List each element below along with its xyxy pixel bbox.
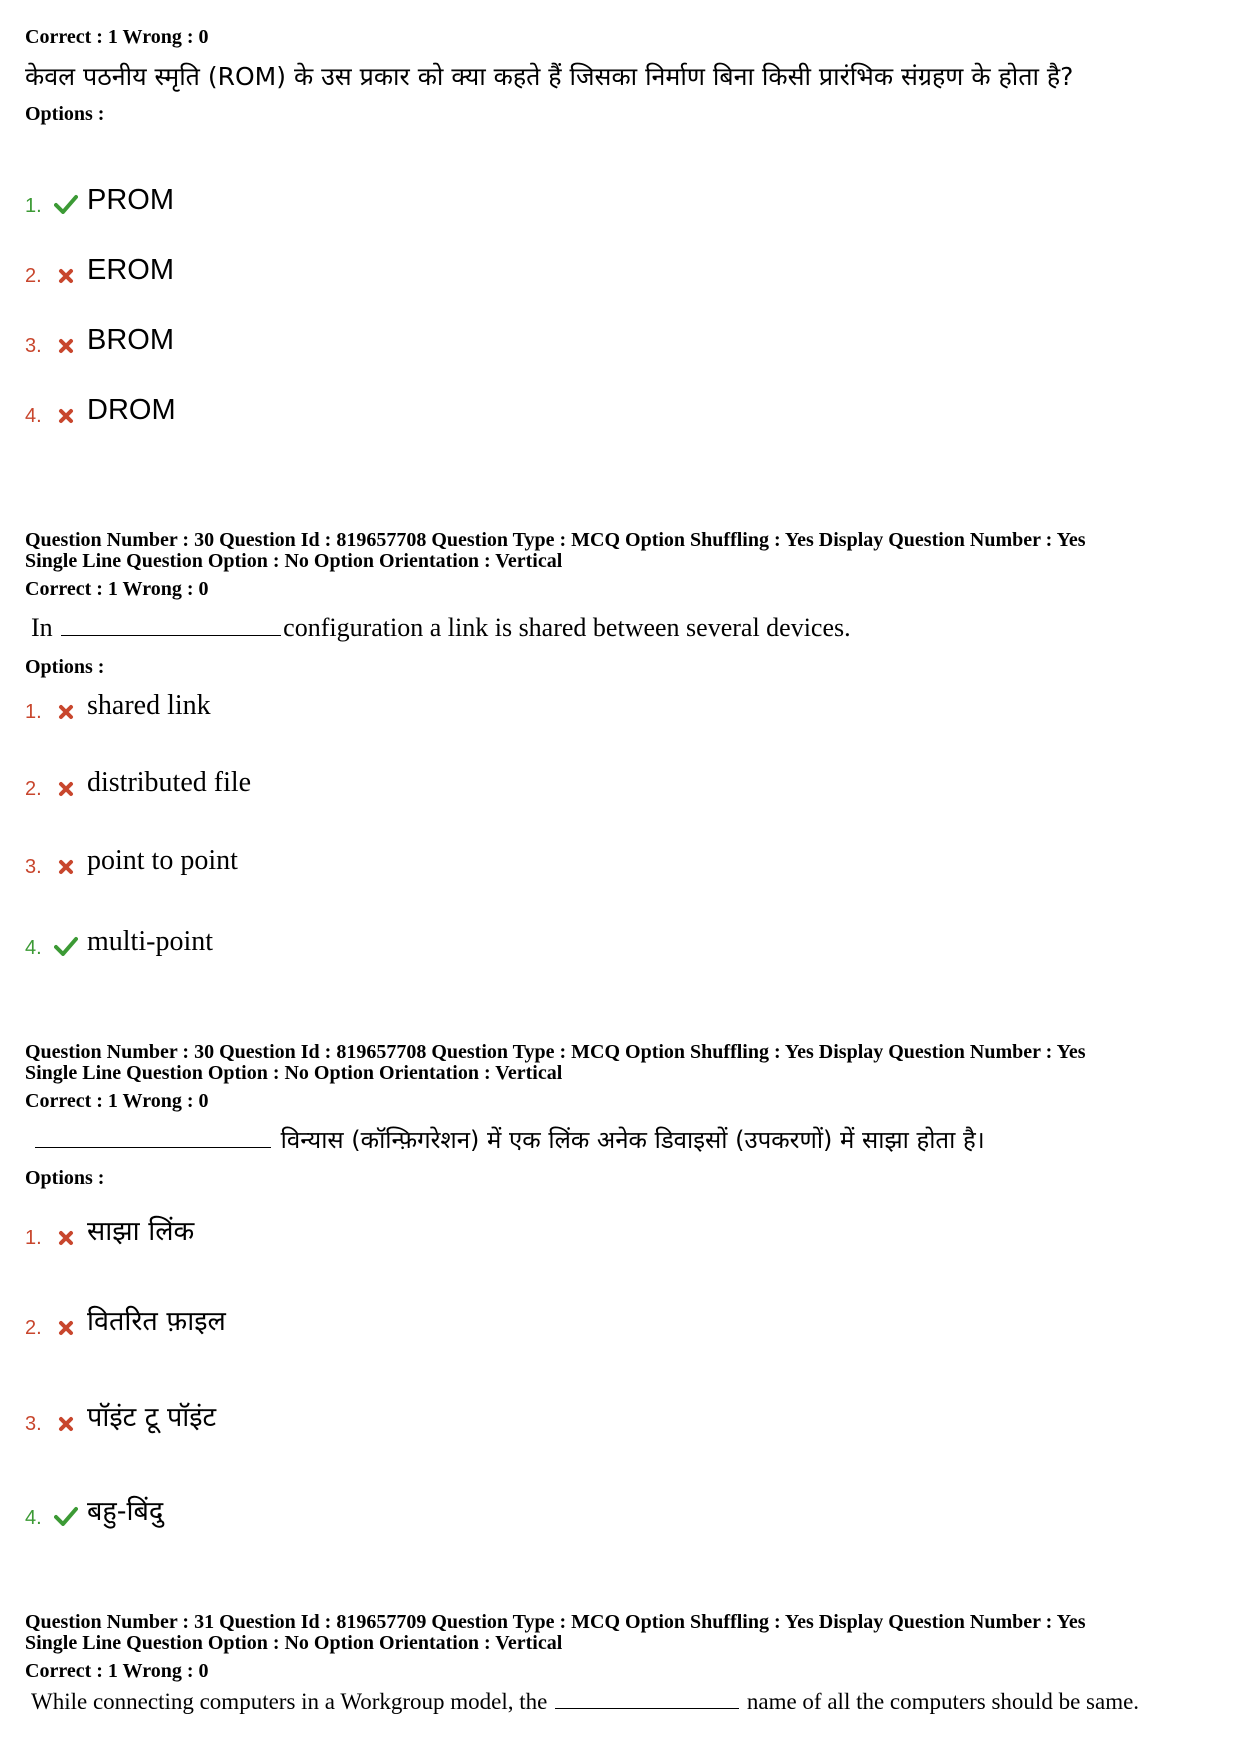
q31-question-text (25, 1686, 1215, 1718)
q30-en-meta-line-2: Single Line Question Option : No Option Orientation : Vertical (25, 550, 563, 572)
check-icon (51, 936, 81, 960)
option-text: साझा लिंक (87, 1216, 195, 1247)
q30-en-option-1 (25, 688, 211, 724)
q30-hi-option-2 (25, 1304, 226, 1340)
option-text: EROM (87, 254, 174, 286)
q30-en-option-4 (25, 924, 213, 960)
cross-icon (51, 859, 81, 879)
option-number: 2. (25, 778, 42, 800)
question-text-before: In (31, 613, 53, 642)
q30-hi-meta-line-1: Question Number : 30 Question Id : 819657708 Question Type : MCQ Option Shuffling : Yes Display Question Number : Yes (25, 1041, 1086, 1063)
option-number: 1. (25, 1227, 42, 1249)
q30-en-options-label: Options : (25, 656, 105, 678)
q30-hi-options-label: Options : (25, 1167, 105, 1189)
option-text: PROM (87, 184, 174, 216)
q30-en-question-text (25, 612, 1215, 644)
option-number: 1. (25, 701, 42, 723)
option-text: BROM (87, 324, 174, 356)
q30-hi-question-text (25, 1118, 1215, 1163)
q30-en-section (25, 530, 1215, 678)
option-text: पॉइंट टू पॉइंट (87, 1402, 217, 1433)
option-number: 3. (25, 856, 42, 878)
fill-blank (555, 1707, 739, 1709)
q29-option-2 (25, 252, 174, 288)
question-text-after: name of all the computers should be same. (746, 1689, 1140, 1714)
q29-score: Correct : 1 Wrong : 0 (25, 26, 209, 48)
option-text: distributed file (87, 767, 252, 798)
q30-en-option-3 (25, 843, 238, 879)
option-number: 3. (25, 1413, 42, 1435)
option-text: वितरित फ़ाइल (87, 1306, 226, 1337)
option-text: DROM (87, 394, 176, 426)
q30-hi-option-3 (25, 1400, 216, 1436)
option-text: point to point (87, 845, 238, 876)
cross-icon (51, 338, 81, 358)
cross-icon (51, 268, 81, 288)
q30-en-option-2 (25, 765, 251, 801)
option-number: 4. (25, 937, 42, 959)
option-number: 2. (25, 265, 42, 287)
option-number: 4. (25, 405, 42, 427)
q31-section (25, 1612, 1215, 1718)
q30-hi-score: Correct : 1 Wrong : 0 (25, 1090, 209, 1112)
cross-icon (51, 704, 81, 724)
check-icon (51, 1506, 81, 1530)
question-text-before: While connecting computers in a Workgroup model, the (31, 1689, 548, 1714)
q29-section (25, 26, 1215, 125)
fill-blank (35, 1146, 271, 1148)
cross-icon (51, 1416, 81, 1436)
option-number: 1. (25, 195, 42, 217)
option-number: 3. (25, 335, 42, 357)
q29-option-4 (25, 392, 176, 428)
check-icon (51, 194, 81, 218)
q30-hi-option-1 (25, 1214, 194, 1250)
q31-score: Correct : 1 Wrong : 0 (25, 1660, 209, 1682)
option-number: 2. (25, 1317, 42, 1339)
q31-meta-line-2: Single Line Question Option : No Option Orientation : Vertical (25, 1632, 563, 1654)
q31-meta-line-1: Question Number : 31 Question Id : 819657709 Question Type : MCQ Option Shuffling : Yes Display Question Number : Yes (25, 1611, 1086, 1633)
question-text-after: configuration a link is shared between several devices. (283, 613, 851, 642)
q30-hi-option-4 (25, 1494, 163, 1530)
option-number: 4. (25, 1507, 42, 1529)
option-text: shared link (87, 690, 211, 721)
q29-question-text: केवल पठनीय स्मृति (ROM) के उस प्रकार को क्या कहते हैं जिसका निर्माण बिना किसी प्रारंभिक संग्रहण के होता है? (25, 62, 1074, 91)
question-text-after: विन्यास (कॉन्फ़िगरेशन) में एक लिंक अनेक डिवाइसों (उपकरणों) में साझा होता है। (280, 1126, 985, 1154)
cross-icon (51, 781, 81, 801)
fill-blank (61, 634, 281, 636)
cross-icon (51, 1320, 81, 1340)
q30-hi-meta-line-2: Single Line Question Option : No Option Orientation : Vertical (25, 1062, 563, 1084)
q29-option-3 (25, 322, 174, 358)
q30-hi-section (25, 1042, 1215, 1189)
q30-en-meta-line-1: Question Number : 30 Question Id : 819657708 Question Type : MCQ Option Shuffling : Yes Display Question Number : Yes (25, 529, 1086, 551)
q29-options-label: Options : (25, 103, 105, 125)
q29-option-1 (25, 182, 174, 218)
q30-en-score: Correct : 1 Wrong : 0 (25, 578, 209, 600)
cross-icon (51, 408, 81, 428)
option-text: multi-point (87, 926, 213, 957)
option-text: बहु-बिंदु (87, 1496, 164, 1527)
cross-icon (51, 1230, 81, 1250)
